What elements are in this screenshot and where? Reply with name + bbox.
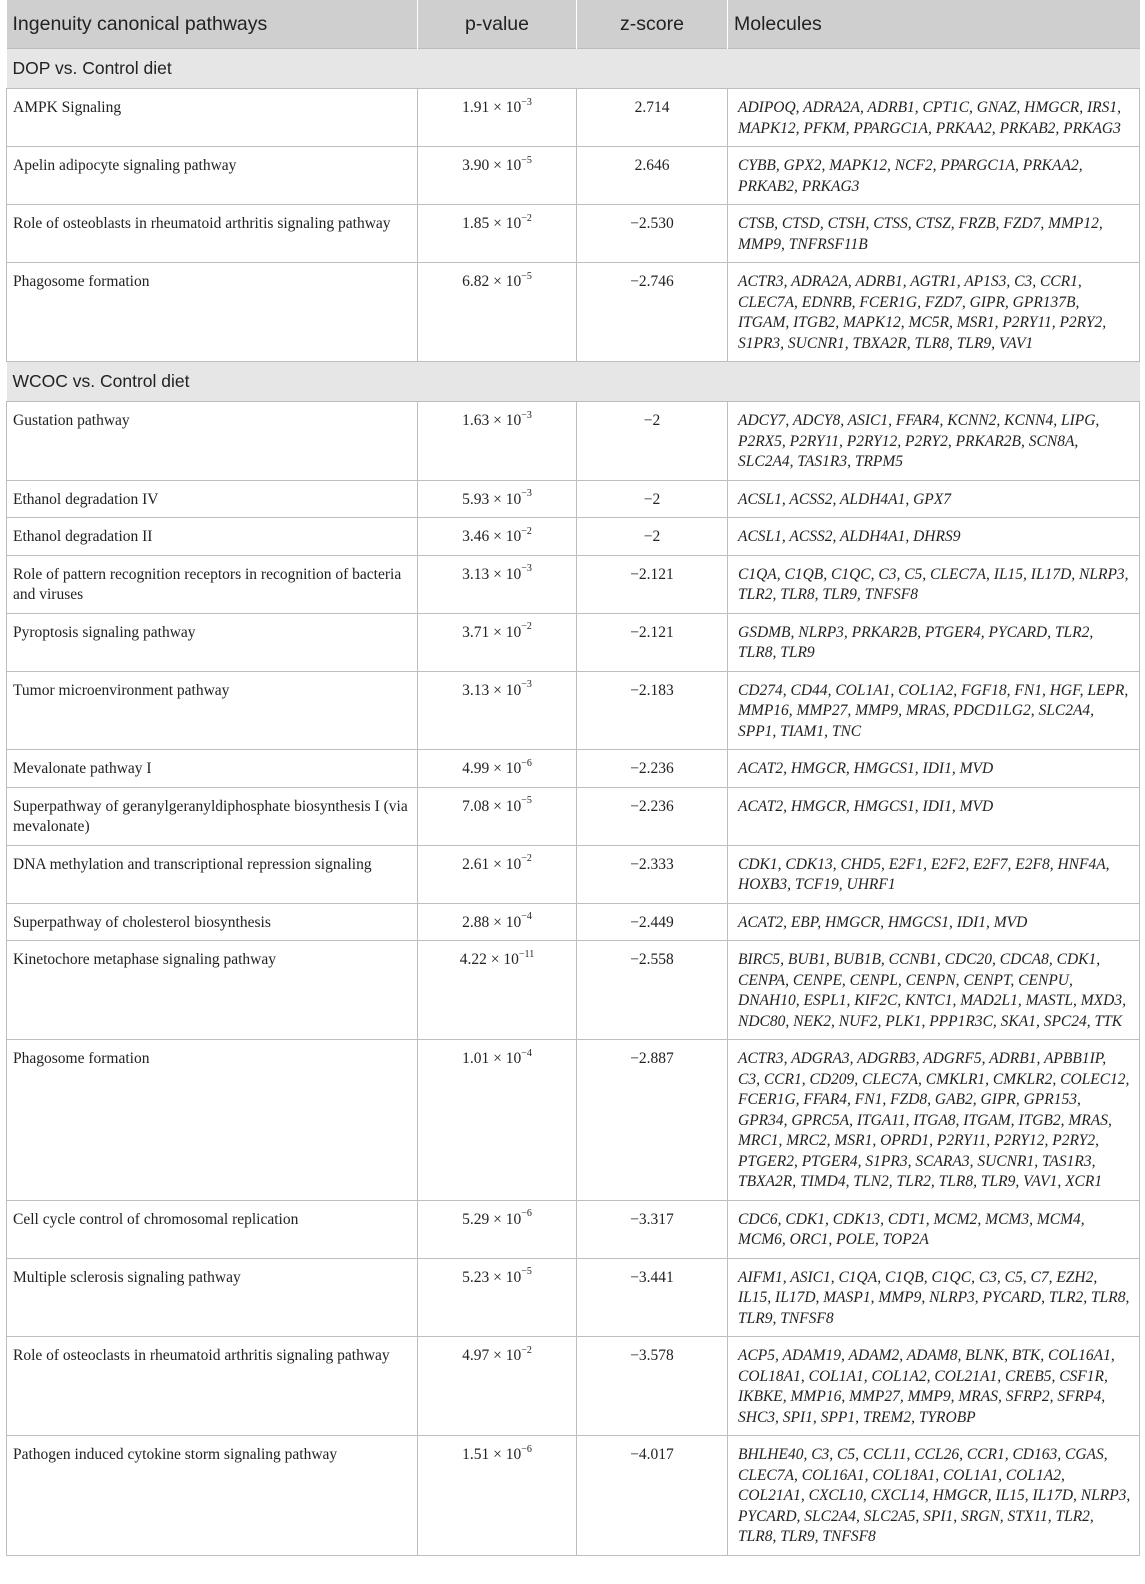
pathway-name: Kinetochore metaphase signaling pathway bbox=[7, 941, 418, 1040]
z-score: −2 bbox=[577, 518, 728, 556]
pathway-name: Role of pattern recognition receptors in recognition of bacteria and viruses bbox=[7, 555, 418, 613]
header-p-value: p-value bbox=[418, 0, 577, 49]
header-z-score: z-score bbox=[577, 0, 728, 49]
header-row bbox=[7, 0, 1140, 49]
molecules-list: BHLHE40, C3, C5, CCL11, CCL26, CCR1, CD163, CGAS, CLEC7A, COL16A1, COL18A1, COL1A1, COL1A2, COL21A1, CXCL10, CXCL14, HMGCR, IL15, IL17D, NLRP3, PYCARD, SLC2A4, SLC2A5, SPI1, SRGN, STX11, TLR2, TLR8, TLR9, TNFSF8 bbox=[728, 1436, 1140, 1556]
p-value bbox=[418, 1258, 577, 1337]
p-value bbox=[418, 845, 577, 903]
p-value-exponent: −4 bbox=[521, 1047, 532, 1059]
pathway-name: Phagosome formation bbox=[7, 263, 418, 362]
p-value-exponent: −3 bbox=[521, 409, 532, 421]
pathway-name: Pathogen induced cytokine storm signaling pathway bbox=[7, 1436, 418, 1556]
molecules-list: ADIPOQ, ADRA2A, ADRB1, CPT1C, GNAZ, HMGCR, IRS1, MAPK12, PFKM, PPARGC1A, PRKAA2, PRKAB2, PRKAG3 bbox=[728, 89, 1140, 147]
p-value-base: 3.71 × 10 bbox=[462, 623, 522, 641]
p-value-exponent: −5 bbox=[521, 270, 532, 282]
p-value-exponent: −11 bbox=[518, 948, 535, 960]
z-score: −2.236 bbox=[577, 787, 728, 845]
z-score: −2.746 bbox=[577, 263, 728, 362]
p-value bbox=[418, 263, 577, 362]
molecules-list: C1QA, C1QB, C1QC, C3, C5, CLEC7A, IL15, IL17D, NLRP3, TLR2, TLR8, TLR9, TNFSF8 bbox=[728, 555, 1140, 613]
p-value-base: 5.29 × 10 bbox=[462, 1210, 522, 1228]
table-row bbox=[7, 1337, 1140, 1436]
pathway-name: Ethanol degradation II bbox=[7, 518, 418, 556]
z-score: −2.887 bbox=[577, 1040, 728, 1201]
table-row bbox=[7, 263, 1140, 362]
molecules-list: ACAT2, HMGCR, HMGCS1, IDI1, MVD bbox=[728, 787, 1140, 845]
p-value-exponent: −6 bbox=[521, 757, 532, 769]
p-value-exponent: −4 bbox=[521, 911, 532, 923]
molecules-list: CYBB, GPX2, MAPK12, NCF2, PPARGC1A, PRKAA2, PRKAB2, PRKAG3 bbox=[728, 147, 1140, 205]
p-value bbox=[418, 903, 577, 941]
table-row bbox=[7, 89, 1140, 147]
p-value bbox=[418, 941, 577, 1040]
p-value bbox=[418, 480, 577, 518]
p-value-base: 2.88 × 10 bbox=[462, 913, 522, 931]
p-value-exponent: −2 bbox=[521, 621, 532, 633]
p-value-base: 4.22 × 10 bbox=[459, 951, 519, 968]
molecules-list: ACSL1, ACSS2, ALDH4A1, DHRS9 bbox=[728, 518, 1140, 556]
p-value-exponent: −2 bbox=[521, 212, 532, 224]
p-value-base: 5.93 × 10 bbox=[462, 490, 522, 508]
p-value-base: 1.63 × 10 bbox=[462, 412, 522, 429]
molecules-list: ACP5, ADAM19, ADAM2, ADAM8, BLNK, BTK, COL16A1, COL18A1, COL1A1, COL1A2, COL21A1, CREB5, CSF1R, IKBKE, MMP16, MMP27, MMP9, MRAS, SFRP2, SFRP4, SHC3, SPI1, SPP1, TREM2, TYROBP bbox=[728, 1337, 1140, 1436]
p-value bbox=[418, 787, 577, 845]
table-row bbox=[7, 750, 1140, 788]
p-value bbox=[418, 613, 577, 671]
molecules-list: CDK1, CDK13, CHD5, E2F1, E2F2, E2F7, E2F8, HNF4A, HOXB3, TCF19, UHRF1 bbox=[728, 845, 1140, 903]
p-value-exponent: −5 bbox=[521, 1266, 532, 1278]
table-row bbox=[7, 205, 1140, 263]
p-value-base: 4.99 × 10 bbox=[462, 760, 522, 777]
p-value-base: 2.61 × 10 bbox=[462, 855, 522, 873]
p-value-base: 4.97 × 10 bbox=[462, 1347, 522, 1364]
table-row bbox=[7, 787, 1140, 845]
pathway-name: Role of osteoblasts in rheumatoid arthritis signaling pathway bbox=[7, 205, 418, 263]
table-row bbox=[7, 671, 1140, 750]
molecules-list: ACAT2, EBP, HMGCR, HMGCS1, IDI1, MVD bbox=[728, 903, 1140, 941]
p-value-exponent: −2 bbox=[521, 1344, 532, 1356]
pathway-name: Phagosome formation bbox=[7, 1040, 418, 1201]
p-value bbox=[418, 555, 577, 613]
p-value bbox=[418, 89, 577, 147]
p-value bbox=[418, 671, 577, 750]
z-score: −2.558 bbox=[577, 941, 728, 1040]
pathways-table bbox=[6, 0, 1140, 1556]
p-value-exponent: −3 bbox=[521, 563, 532, 575]
p-value-base: 1.51 × 10 bbox=[462, 1446, 522, 1463]
p-value-exponent: −3 bbox=[521, 488, 532, 500]
table-row bbox=[7, 1040, 1140, 1201]
z-score: −2.121 bbox=[577, 613, 728, 671]
pathway-name: DNA methylation and transcriptional repression signaling bbox=[7, 845, 418, 903]
p-value bbox=[418, 1200, 577, 1258]
table-body bbox=[7, 49, 1140, 1556]
section-header-row bbox=[7, 49, 1140, 89]
z-score: −2.333 bbox=[577, 845, 728, 903]
section-header-row bbox=[7, 362, 1140, 402]
molecules-list: ADCY7, ADCY8, ASIC1, FFAR4, KCNN2, KCNN4, LIPG, P2RX5, P2RY11, P2RY12, P2RY2, PRKAR2B, SCN8A, SLC2A4, TAS1R3, TRPM5 bbox=[728, 402, 1140, 481]
table-row bbox=[7, 480, 1140, 518]
p-value-exponent: −3 bbox=[521, 679, 532, 691]
section-title: DOP vs. Control diet bbox=[7, 49, 1140, 89]
p-value-base: 3.90 × 10 bbox=[462, 157, 522, 174]
z-score: −2 bbox=[577, 402, 728, 481]
p-value bbox=[418, 147, 577, 205]
table-row bbox=[7, 555, 1140, 613]
p-value-base: 1.01 × 10 bbox=[462, 1050, 522, 1067]
table-row bbox=[7, 845, 1140, 903]
z-score: −2.530 bbox=[577, 205, 728, 263]
p-value-base: 3.13 × 10 bbox=[462, 681, 522, 699]
table-row bbox=[7, 903, 1140, 941]
p-value-exponent: −3 bbox=[521, 96, 532, 108]
z-score: 2.714 bbox=[577, 89, 728, 147]
p-value-base: 6.82 × 10 bbox=[462, 273, 522, 290]
pathway-name: Role of osteoclasts in rheumatoid arthritis signaling pathway bbox=[7, 1337, 418, 1436]
p-value-exponent: −5 bbox=[521, 795, 532, 807]
p-value bbox=[418, 518, 577, 556]
p-value-base: 3.46 × 10 bbox=[462, 528, 522, 545]
pathway-name: AMPK Signaling bbox=[7, 89, 418, 147]
pathway-name: Mevalonate pathway I bbox=[7, 750, 418, 788]
table-row bbox=[7, 1258, 1140, 1337]
pathway-name: Gustation pathway bbox=[7, 402, 418, 481]
pathway-name: Pyroptosis signaling pathway bbox=[7, 613, 418, 671]
z-score: −2.121 bbox=[577, 555, 728, 613]
pathway-name: Apelin adipocyte signaling pathway bbox=[7, 147, 418, 205]
z-score: −3.441 bbox=[577, 1258, 728, 1337]
molecules-list: AIFM1, ASIC1, C1QA, C1QB, C1QC, C3, C5, C7, EZH2, IL15, IL17D, MASP1, MMP9, NLRP3, PYCARD, TLR2, TLR8, TLR9, TNFSF8 bbox=[728, 1258, 1140, 1337]
z-score: 2.646 bbox=[577, 147, 728, 205]
z-score: −4.017 bbox=[577, 1436, 728, 1556]
molecules-list: ACTR3, ADRA2A, ADRB1, AGTR1, AP1S3, C3, CCR1, CLEC7A, EDNRB, FCER1G, FZD7, GIPR, GPR137B, ITGAM, ITGB2, MAPK12, MC5R, MSR1, P2RY11, P2RY2, S1PR3, SUCNR1, TBXA2R, TLR8, TLR9, VAV1 bbox=[728, 263, 1140, 362]
p-value-base: 1.91 × 10 bbox=[462, 99, 522, 116]
pathway-name: Tumor microenvironment pathway bbox=[7, 671, 418, 750]
p-value bbox=[418, 1337, 577, 1436]
section-title: WCOC vs. Control diet bbox=[7, 362, 1140, 402]
molecules-list: BIRC5, BUB1, BUB1B, CCNB1, CDC20, CDCA8, CDK1, CENPA, CENPE, CENPL, CENPN, CENPT, CENPU, DNAH10, ESPL1, KIF2C, KNTC1, MAD2L1, MASTL, MXD3, NDC80, NEK2, NUF2, PLK1, PPP1R3C, SKA1, SPC24, TTK bbox=[728, 941, 1140, 1040]
z-score: −3.578 bbox=[577, 1337, 728, 1436]
p-value-base: 5.23 × 10 bbox=[462, 1268, 522, 1286]
p-value bbox=[418, 1436, 577, 1556]
pathway-name: Superpathway of cholesterol biosynthesis bbox=[7, 903, 418, 941]
pathway-name: Multiple sclerosis signaling pathway bbox=[7, 1258, 418, 1337]
pathway-name: Ethanol degradation IV bbox=[7, 480, 418, 518]
table-row bbox=[7, 518, 1140, 556]
table-row bbox=[7, 402, 1140, 481]
p-value bbox=[418, 750, 577, 788]
table-row bbox=[7, 613, 1140, 671]
z-score: −2.449 bbox=[577, 903, 728, 941]
p-value bbox=[418, 1040, 577, 1201]
molecules-list: CTSB, CTSD, CTSH, CTSS, CTSZ, FRZB, FZD7, MMP12, MMP9, TNFRSF11B bbox=[728, 205, 1140, 263]
molecules-list: ACAT2, HMGCR, HMGCS1, IDI1, MVD bbox=[728, 750, 1140, 788]
z-score: −2.236 bbox=[577, 750, 728, 788]
p-value bbox=[418, 402, 577, 481]
molecules-list: GSDMB, NLRP3, PRKAR2B, PTGER4, PYCARD, TLR2, TLR8, TLR9 bbox=[728, 613, 1140, 671]
header-pathways: Ingenuity canonical pathways bbox=[7, 0, 418, 49]
pathway-name: Superpathway of geranylgeranyldiphosphate biosynthesis I (via mevalonate) bbox=[7, 787, 418, 845]
p-value-exponent: −6 bbox=[521, 1208, 532, 1220]
p-value-base: 7.08 × 10 bbox=[462, 797, 522, 815]
p-value-exponent: −5 bbox=[521, 154, 532, 166]
table-row bbox=[7, 1200, 1140, 1258]
z-score: −2.183 bbox=[577, 671, 728, 750]
table-row bbox=[7, 1436, 1140, 1556]
p-value-exponent: −2 bbox=[521, 525, 532, 537]
z-score: −3.317 bbox=[577, 1200, 728, 1258]
molecules-list: ACTR3, ADGRA3, ADGRB3, ADGRF5, ADRB1, APBB1IP, C3, CCR1, CD209, CLEC7A, CMKLR1, CMKLR2, COLEC12, FCER1G, FFAR4, FN1, FZD8, GAB2, GIPR, GPR153, GPR34, GPRC5A, ITGA11, ITGA8, ITGAM, ITGB2, MRAS, MRC1, MRC2, MSR1, OPRD1, P2RY11, P2RY12, P2RY2, PTGER2, PTGER4, S1PR3, SCARA3, SUCNR1, TAS1R3, TBXA2R, TIMD4, TLN2, TLR2, TLR8, TLR9, VAV1, XCR1 bbox=[728, 1040, 1140, 1201]
molecules-list: CD274, CD44, COL1A1, COL1A2, FGF18, FN1, HGF, LEPR, MMP16, MMP27, MMP9, MRAS, PDCD1LG2, SLC2A4, SPP1, TIAM1, TNC bbox=[728, 671, 1140, 750]
z-score: −2 bbox=[577, 480, 728, 518]
p-value-exponent: −2 bbox=[521, 853, 532, 865]
table-row bbox=[7, 941, 1140, 1040]
p-value-base: 1.85 × 10 bbox=[462, 215, 522, 232]
table-row bbox=[7, 147, 1140, 205]
p-value-exponent: −6 bbox=[521, 1443, 532, 1455]
p-value-base: 3.13 × 10 bbox=[462, 565, 522, 583]
molecules-list: ACSL1, ACSS2, ALDH4A1, GPX7 bbox=[728, 480, 1140, 518]
p-value bbox=[418, 205, 577, 263]
pathway-name: Cell cycle control of chromosomal replication bbox=[7, 1200, 418, 1258]
molecules-list: CDC6, CDK1, CDK13, CDT1, MCM2, MCM3, MCM4, MCM6, ORC1, POLE, TOP2A bbox=[728, 1200, 1140, 1258]
header-molecules: Molecules bbox=[728, 0, 1140, 49]
